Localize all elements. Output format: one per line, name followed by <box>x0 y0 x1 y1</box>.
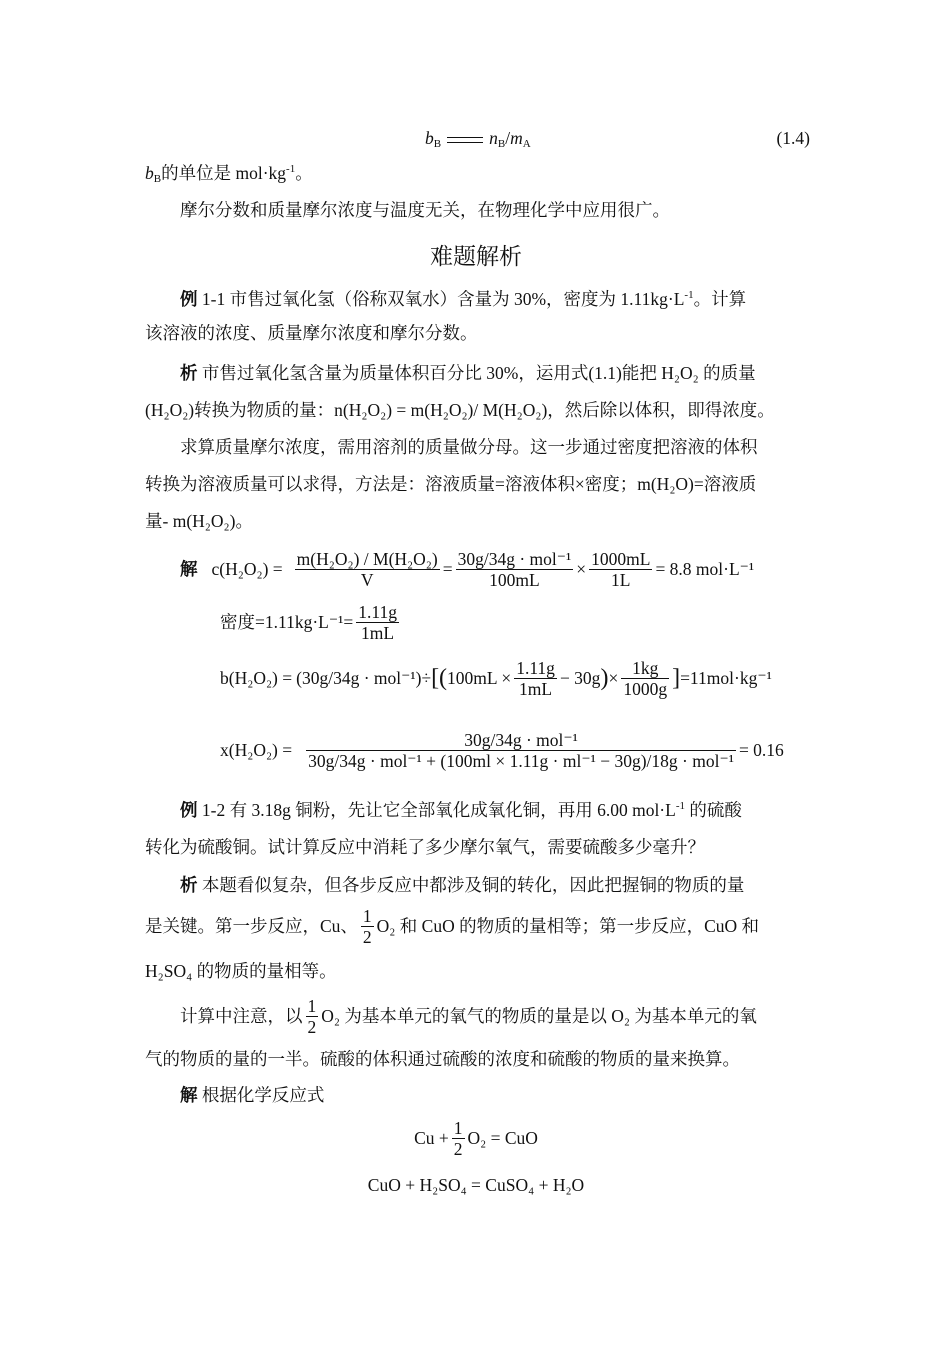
fraction: $\frac{1.11g}{1mL}$ <box>358 601 397 643</box>
ex2-analysis-4: 计算中注意，以 $\frac{1}{2}$ O₂ 为基本单元的氧气的物质的量是以 O₂ 为基本单元的氧 <box>180 995 757 1037</box>
analysis-label: 析 <box>180 363 198 383</box>
ex1-analysis-4: 转换为溶液质量可以求得，方法是：溶液质量=溶液体积×密度；m(H₂O)=溶液质 <box>145 474 757 494</box>
example-label: 例 <box>180 289 198 309</box>
fraction: $\frac{\text{30g/34g · mol⁻¹}}{100mL}$ <box>457 548 572 590</box>
ex2-analysis-5: 气的物质的量的一半。硫酸的体积通过硫酸的浓度和硫酸的物质的量来换算。 <box>145 1049 740 1069</box>
eq-density: 密度=1.11kg·L⁻¹= $\frac{1.11g}{1mL}$ <box>220 601 397 643</box>
ex1-analysis-3: 求算质量摩尔浓度，需用溶剂的质量做分母。这一步通过密度把溶液的体积 <box>180 437 758 457</box>
ex1-analysis-1: 析 市售过氧化氢含量为质量体积百分比 30%，运用式(1.1)能把 H₂O₂ 的质量 <box>180 363 756 383</box>
fraction: $\frac{\text{m(H₂O₂) / M(H₂O₂)}}{V}$ <box>296 548 438 590</box>
ex2-line1: 例 1-2 有 3.18g 铜粉，先让它全部氧化成氧化铜，再用 6.00 $mol\cdot L^{-1}$ 的硫酸 <box>180 800 742 820</box>
ex1-analysis-5: 量- m(H₂O₂)。 <box>145 511 253 531</box>
fraction-half: $\frac{1}{2}$ <box>453 1117 463 1159</box>
eq-concentration: 解 c(H₂O₂) = $\frac{\text{m(H₂O₂) / M(H₂O₂)}}{V}$ = $\frac{\text{30g/34g · mol⁻¹}}{100mL}$ × $\frac{1000mL}{1L}$ = 8.8 mol·L⁻¹ <box>180 548 755 590</box>
equation-number: (1.4) <box>776 128 810 148</box>
ex2-analysis-2: 是关键。第一步反应，Cu、 $\frac{1}{2}$ O₂ 和 CuO 的物质的量相等；第一步反应，CuO 和 <box>145 905 760 947</box>
ex2-analysis-3: H₂SO₄ 的物质的量相等。 <box>145 961 337 981</box>
formula-lhs: b <box>425 128 434 148</box>
fraction: $\frac{1.11g}{1mL}$ <box>516 657 555 699</box>
fraction: $\frac{1000mL}{1L}$ <box>591 548 651 590</box>
eq-molality: b(H₂O₂) = (30g/34g · mol⁻¹)÷ [( 100mL × $\frac{1.11g}{1mL}$ − 30g ) × $\frac{1kg}{1000g}$ ] =11mol·kg⁻¹ <box>220 657 772 699</box>
intro-line: 摩尔分数和质量摩尔浓度与温度无关，在物理化学中应用很广。 <box>180 200 670 220</box>
fraction: $\frac{1kg}{1000g}$ <box>623 657 668 699</box>
document-page: $b_B$ $n_B/m_A$ (1.4) $b_B$的单位是 $mol\cdot kg^{-1}$。 摩尔分数和质量摩尔浓度与温度无关，在物理化学中应用很广。 难题解析 例 1-1 市售过氧化氢（俗称双氧水）含量为 30%，密度为 $1.11kg\cdot L^{-1}$。计算 该溶液的浓度、质量摩尔浓度和摩尔分数。 析 市售过氧化氢含量为质量体积百分比 30%，运用式(1.1)能把 H₂O₂ 的质量 (H₂O₂)转换为物质的量：n(H₂O₂) = m(H₂O₂)/ M(H₂O₂)，然后除以体积，即得浓度。 求算质量摩尔浓度，需用溶剂的质量做分母。这一步通过密度把溶液的体积 转换为溶液质量可以求得，方法是：溶液质量=溶液体积×密度；m(H₂O)=溶液质 量- m(H₂O₂)。 解 c(H₂O₂) = $\frac{\text{m(H₂O₂) / M(H₂O₂)}}{V}$ = $\frac{\text{30g/34g · mol⁻¹}}{100mL}$ × $\frac{1000mL}{1L}$ = 8.8 mol·L⁻¹ 密度=1.11kg·L⁻¹= $\frac{1.11g}{1mL}$ b(H₂O₂) = (30g/34g · mol⁻¹)÷ [( 100mL × $\frac{1.11g}{1mL}$ − 30g ) × $\frac{1kg}{1000g}$ ] =11mol·kg⁻¹ x(H₂O₂) = $\frac{\text{30g/34g · mol⁻¹}}{\text{30g/34g · mol⁻¹ + (100ml × 1.11g · ml⁻¹ − 30g)/18g · mol⁻¹}}$ = 0.16 例 1-2 有 3.18g 铜粉，先让它全部氧化成氧化铜，再用 6.00 $mol\cdot L^{-1}$ 的硫酸 转化为硫酸铜。试计算反应中消耗了多少摩尔氧气，需要硫酸多少毫升？ 析 本题看似复杂，但各步反应中都涉及铜的转化，因此把握铜的物质的量 是关键。第一步反应，Cu、 $\frac{1}{2}$ O₂ 和 CuO 的物质的量相等；第一步反应，CuO 和 H₂SO₄ 的物质的量相等。 计算中注意，以 $\frac{1}{2}$ O₂ 为基本单元的氧气的物质的量是以 O₂ 为基本单元的氧 气的物质的量的一半。硫酸的体积通过硫酸的浓度和硫酸的物质的量来换算。 解 根据化学反应式 Cu + $\frac{1}{2}$ O₂ = CuO CuO + H₂SO₄ = CuSO₄ + H₂O <box>0 0 952 1347</box>
ex2-analysis-1: 析 本题看似复杂，但各步反应中都涉及铜的转化，因此把握铜的物质的量 <box>180 875 745 895</box>
ex2-solution: 解 根据化学反应式 <box>180 1085 325 1105</box>
solution-label: 解 <box>180 1085 198 1105</box>
ex1-line1: 例 1-1 市售过氧化氢（俗称双氧水）含量为 30%，密度为 $1.11kg\cdot L^{-1}$。计算 <box>180 289 747 309</box>
example-label: 例 <box>180 800 198 820</box>
eq-mole-fraction: x(H₂O₂) = $\frac{\text{30g/34g · mol⁻¹}}{\text{30g/34g · mol⁻¹ + (100ml × 1.11g · ml⁻¹ − 30g)/18g · mol⁻¹}}$ = 0.16 <box>220 729 784 771</box>
fraction-half: $\frac{1}{2}$ <box>362 905 372 947</box>
fraction-half: $\frac{1}{2}$ <box>307 995 317 1037</box>
analysis-label: 析 <box>180 875 198 895</box>
fraction: $\frac{\text{30g/34g · mol⁻¹}}{\text{30g/34g · mol⁻¹ + (100ml × 1.11g · ml⁻¹ − 30g)/18g · mol⁻¹}}$ <box>308 729 734 771</box>
solution-label: 解 <box>180 559 198 579</box>
definition-sign <box>447 137 483 143</box>
ex2-line2: 转化为硫酸铜。试计算反应中消耗了多少摩尔氧气，需要硫酸多少毫升？ <box>145 837 705 857</box>
ex1-analysis-2: (H₂O₂)转换为物质的量：n(H₂O₂) = m(H₂O₂)/ M(H₂O₂)，然后除以体积，即得浓度。 <box>145 400 775 420</box>
ex1-line2: 该溶液的浓度、质量摩尔浓度和摩尔分数。 <box>145 323 478 343</box>
section-title: 难题解析 <box>430 244 522 270</box>
reaction-2: CuO + H₂SO₄ = CuSO₄ + H₂O <box>367 1175 585 1195</box>
reaction-1: Cu + $\frac{1}{2}$ O₂ = CuO <box>414 1117 538 1159</box>
unit-line: $b_B$的单位是 $mol\cdot kg^{-1}$。 <box>145 163 313 185</box>
